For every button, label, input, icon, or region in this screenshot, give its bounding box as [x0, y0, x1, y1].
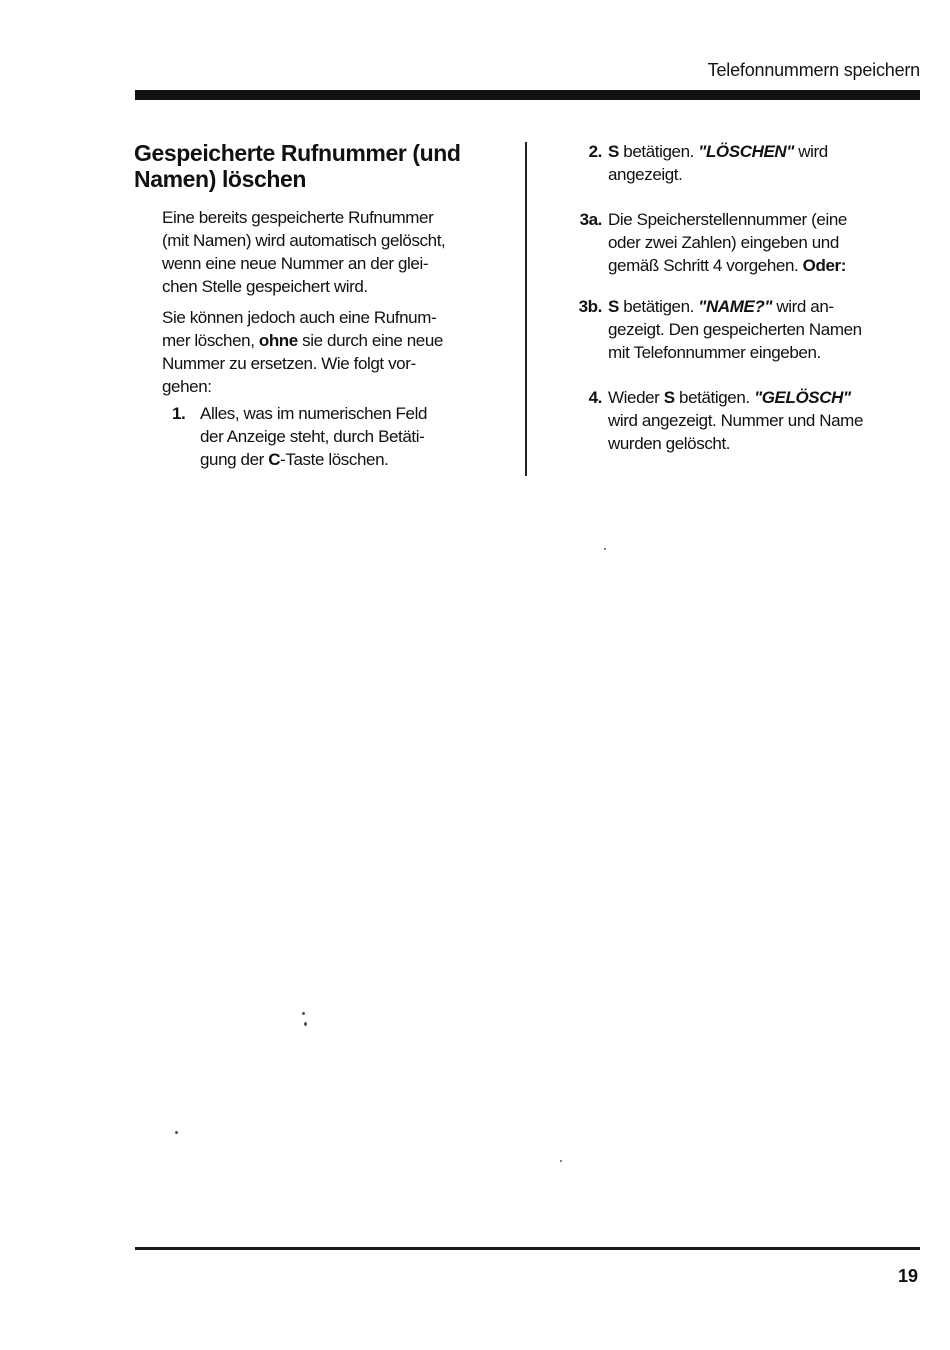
- step-1: [172, 402, 506, 471]
- step-line: Die Speicherstellennummer (eine: [608, 210, 847, 229]
- step-line: [608, 254, 920, 277]
- step-line-text: wird an-: [772, 297, 834, 316]
- right-column: [570, 140, 920, 477]
- left-column: [134, 140, 506, 471]
- step-line: wird angezeigt. Nummer und Name: [608, 411, 863, 430]
- step-number: 3a.: [579, 210, 602, 229]
- scan-speck: [302, 1012, 305, 1015]
- step-line: [608, 295, 920, 318]
- section-heading-line-2: Namen) löschen: [134, 166, 307, 192]
- step-line: [608, 140, 920, 163]
- step-number: 3b.: [578, 297, 602, 316]
- step-3a: [570, 208, 920, 277]
- intro-line: chen Stelle gespeichert wird.: [162, 277, 368, 296]
- step-line: wurden gelöscht.: [608, 434, 731, 453]
- step-line: [200, 448, 506, 471]
- step-line: [608, 386, 920, 409]
- section-heading-line-1: Gespeicherte Rufnummer (und: [134, 140, 461, 166]
- step-line-text: gemäß Schritt 4 vorgehen.: [608, 256, 803, 275]
- header-rule: [135, 90, 920, 100]
- scan-speck: [304, 1022, 307, 1026]
- intro-line: Eine bereits gespeicherte Rufnummer: [162, 208, 434, 227]
- step-line: mit Telefonnummer eingeben.: [608, 343, 821, 362]
- delete-line-text: mer löschen,: [162, 331, 259, 350]
- scan-speck: [175, 1131, 178, 1134]
- step-2: [570, 140, 920, 186]
- display-text: "GELÖSCH": [754, 388, 851, 407]
- delete-paragraph: [134, 306, 506, 398]
- column-divider: [525, 142, 527, 476]
- step-line-text: betätigen.: [618, 142, 699, 161]
- step-line-text: betätigen.: [618, 297, 699, 316]
- s-key-label: S: [608, 142, 619, 161]
- c-key-label: C: [268, 450, 281, 469]
- section-heading: [134, 140, 506, 192]
- step-3b: [570, 295, 920, 364]
- step-text: [608, 140, 920, 186]
- step-text: [608, 386, 920, 455]
- display-text: "LÖSCHEN": [698, 142, 794, 161]
- delete-line: Nummer zu ersetzen. Wie folgt vor-: [162, 354, 416, 373]
- step-line: oder zwei Zahlen) eingeben und: [608, 233, 839, 252]
- intro-line: (mit Namen) wird automatisch gelöscht,: [162, 231, 446, 250]
- step-line-text: gung der: [200, 450, 269, 469]
- step-text: [608, 208, 920, 277]
- left-step-list: [134, 402, 506, 471]
- delete-line: gehen:: [162, 377, 212, 396]
- emphasis-ohne: ohne: [258, 331, 298, 350]
- step-number: 4.: [588, 388, 602, 407]
- step-number: 1.: [172, 404, 186, 423]
- running-header: Telefonnummern speichern: [707, 60, 920, 80]
- intro-paragraph: [134, 206, 506, 298]
- oder-label: Oder:: [802, 256, 846, 275]
- footer-rule: [135, 1247, 920, 1250]
- s-key-label: S: [608, 297, 619, 316]
- step-number: 2.: [588, 142, 602, 161]
- scan-speck: [604, 548, 606, 550]
- delete-line-text: sie durch eine neue: [297, 331, 443, 350]
- step-line-text: Wieder: [608, 388, 664, 407]
- display-text: "NAME?": [698, 297, 773, 316]
- step-line: der Anzeige steht, durch Betäti-: [200, 427, 425, 446]
- step-line: gezeigt. Den gespeicherten Namen: [608, 320, 862, 339]
- intro-line: wenn eine neue Nummer an der glei-: [162, 254, 429, 273]
- step-line-text: -Taste löschen.: [280, 450, 389, 469]
- step-line-text: wird: [793, 142, 828, 161]
- step-line: Alles, was im numerischen Feld: [200, 404, 428, 423]
- delete-line: Sie können jedoch auch eine Rufnum-: [162, 308, 437, 327]
- s-key-label: S: [663, 388, 675, 407]
- step-text: [608, 295, 920, 364]
- step-line-text: betätigen.: [674, 388, 755, 407]
- step-text: [200, 402, 506, 471]
- page-number: 19: [897, 1266, 918, 1286]
- step-4: [570, 386, 920, 455]
- scan-speck: [560, 1160, 562, 1162]
- delete-line: [162, 329, 506, 352]
- step-line: angezeigt.: [608, 165, 683, 184]
